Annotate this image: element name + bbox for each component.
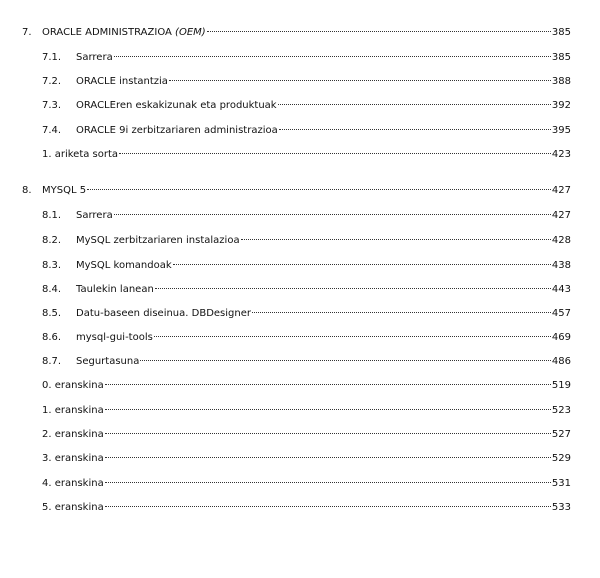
entry-title: Sarrera (76, 210, 113, 221)
entry-page: 392 (551, 100, 571, 111)
leader-dots (278, 104, 551, 105)
entry-title: 3. eranskina (42, 453, 104, 464)
leader-dots (105, 457, 551, 458)
entry-title: ORACLE instantzia (76, 76, 168, 87)
toc-entry-appendix-5[interactable] (42, 501, 571, 515)
entry-title: Sarrera (76, 52, 113, 63)
entry-page: 486 (551, 356, 571, 367)
entry-number: 8.1. (42, 210, 62, 221)
entry-page: 469 (551, 332, 571, 343)
leader-dots (105, 433, 551, 434)
toc-entry-8-5[interactable] (42, 307, 571, 321)
leader-dots (114, 56, 551, 57)
leader-dots (241, 239, 551, 240)
toc-entry-8-2[interactable] (42, 234, 571, 248)
entry-title: ORACLE ADMINISTRAZIOA (42, 27, 172, 38)
leader-dots (154, 336, 551, 337)
entry-title: ORACLE 9i zerbitzariaren administrazioa (76, 125, 278, 136)
entry-page: 385 (551, 27, 571, 38)
entry-number: 8.6. (42, 332, 62, 343)
entry-number: 8.5. (42, 308, 62, 319)
entry-page: 427 (551, 210, 571, 221)
entry-title: 1. eranskina (42, 405, 104, 416)
leader-dots (119, 153, 551, 154)
entry-number: 7.2. (42, 76, 62, 87)
leader-dots (140, 360, 551, 361)
entry-title: 5. eranskina (42, 502, 104, 513)
toc-entry-appendix-0[interactable] (42, 379, 571, 393)
entry-page: 533 (551, 502, 571, 513)
leader-dots (169, 80, 551, 81)
entry-title: 1. ariketa sorta (42, 149, 119, 160)
leader-dots (279, 129, 551, 130)
entry-page: 523 (551, 405, 571, 416)
entry-number: 7.4. (42, 125, 62, 136)
entry-number: 8.2. (42, 235, 62, 246)
entry-page: 457 (551, 308, 571, 319)
toc-entry-8-3[interactable] (42, 259, 571, 273)
entry-title: MySQL zerbitzariaren instalazioa (76, 235, 240, 246)
entry-number: 7.1. (42, 52, 62, 63)
entry-number: 8.3. (42, 260, 62, 271)
entry-page: 529 (551, 453, 571, 464)
leader-dots (87, 189, 551, 190)
entry-title: 4. eranskina (42, 478, 104, 489)
entry-page: 519 (551, 380, 571, 391)
toc-entry-8-7[interactable] (42, 355, 571, 369)
toc-entry-appendix-2[interactable] (42, 428, 571, 442)
toc-entry-chapter-8[interactable] (22, 184, 571, 198)
entry-title: ORACLEren eskakizunak eta produktuak (76, 100, 277, 111)
entry-page: 385 (551, 52, 571, 63)
leader-dots (207, 31, 551, 32)
toc-entry-8-1[interactable] (42, 209, 571, 223)
toc-entry-8-4[interactable] (42, 283, 571, 297)
entry-number: 7. (22, 27, 32, 38)
leader-dots (105, 482, 551, 483)
entry-page: 395 (551, 125, 571, 136)
entry-title: 2. eranskina (42, 429, 104, 440)
toc-entry-chapter-7[interactable] (22, 26, 571, 40)
entry-page: 527 (551, 429, 571, 440)
toc-entry-7-4[interactable] (42, 124, 571, 138)
entry-number: 7.3. (42, 100, 62, 111)
toc-entry-appendix-3[interactable] (42, 452, 571, 466)
entry-title: Segurtasuna (76, 356, 140, 367)
toc-entry-8-6[interactable] (42, 331, 571, 345)
entry-title: MySQL komandoak (76, 260, 172, 271)
entry-number: 8. (22, 185, 32, 196)
entry-page: 531 (551, 478, 571, 489)
toc-entry-7-3[interactable] (42, 99, 571, 113)
toc-entry-7-1[interactable] (42, 51, 571, 65)
entry-title-italic: (OEM) (175, 27, 206, 38)
leader-dots (173, 264, 551, 265)
entry-page: 388 (551, 76, 571, 87)
leader-dots (105, 384, 551, 385)
leader-dots (105, 409, 551, 410)
entry-title: Taulekin lanean (76, 284, 154, 295)
entry-page: 438 (551, 260, 571, 271)
entry-title: mysql-gui-tools (76, 332, 153, 343)
toc-entry-appendix-4[interactable] (42, 477, 571, 491)
leader-dots (114, 214, 551, 215)
entry-title: 0. eranskina (42, 380, 104, 391)
entry-page: 423 (551, 149, 571, 160)
entry-page: 427 (551, 185, 571, 196)
entry-number: 8.4. (42, 284, 62, 295)
toc-entry-appendix-1[interactable] (42, 404, 571, 418)
toc-entry-7-2[interactable] (42, 75, 571, 89)
entry-page: 428 (551, 235, 571, 246)
toc-entry-exercises-1[interactable] (42, 148, 571, 162)
entry-title: Datu-baseen diseinua. DBDesigner (76, 308, 251, 319)
entry-page: 443 (551, 284, 571, 295)
leader-dots (105, 506, 551, 507)
leader-dots (252, 312, 551, 313)
entry-number: 8.7. (42, 356, 62, 367)
entry-title: MYSQL 5 (42, 185, 87, 196)
leader-dots (155, 288, 551, 289)
